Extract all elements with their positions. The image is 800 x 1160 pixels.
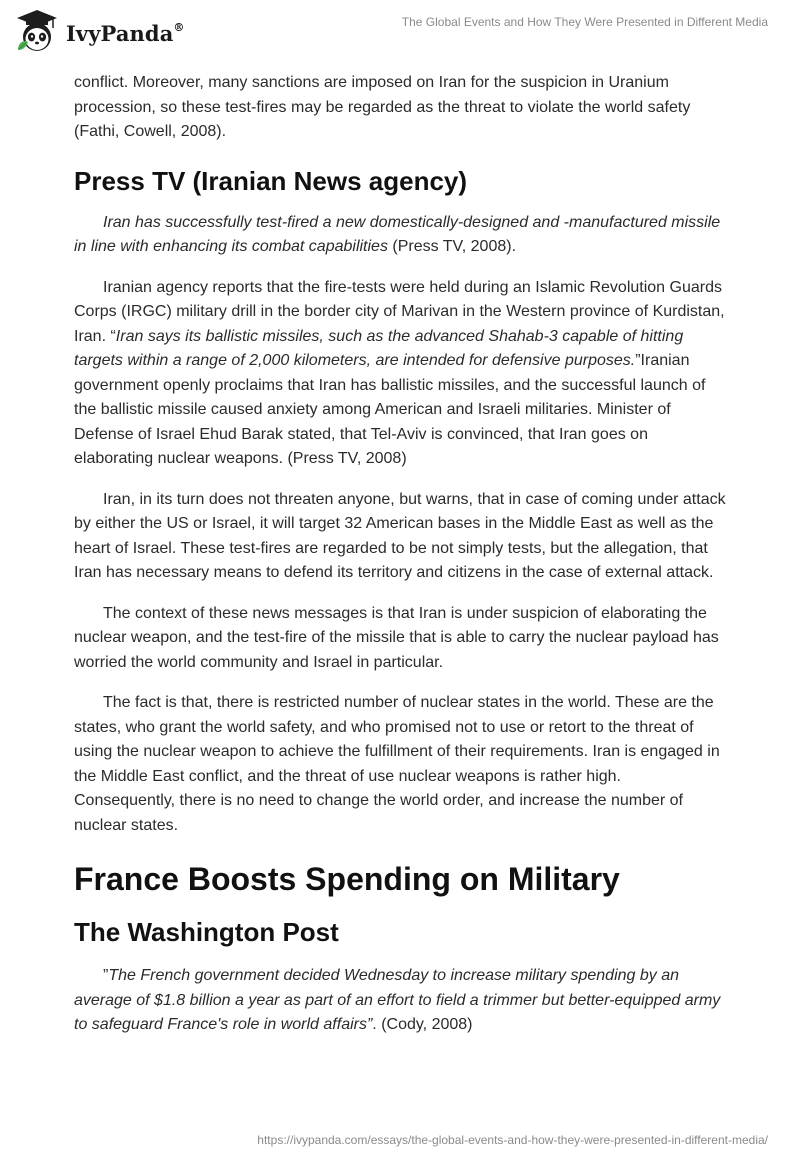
quote-text: Iran has successfully test-fired a new domestically-designed and -manufactured missile in line with enhancing its combat capabilities xyxy=(74,213,721,255)
paragraph-nuclear-states: The fact is that, there is restricted number of nuclear states in the world. These are the states, who grant the world safety, and who promised not to use or retort to the threat of using the nuclear weapon to achieve the fulfillment of their requirements. Iran is engaged in the Middle East conflict, and the threat of use nuclear weapons is rather high. Consequently, there is no need to change the world order, and increase the number of nuclear states. xyxy=(74,694,720,834)
paragraph-washington-post-quote: ”The French government decided Wednesday to increase military spending by an average of $1.8 billion a year as part of an effort to field a trimmer but better-equipped army to safeguard France's role in world affairs”. (Cody, 2008) xyxy=(74,967,721,1033)
source-url[interactable]: https://ivypanda.com/essays/the-global-events-and-how-they-were-presented-in-different-media/ xyxy=(257,1133,768,1147)
citation: . (Cody, 2008) xyxy=(372,1016,473,1033)
heading-washington-post: The Washington Post xyxy=(74,917,339,947)
paragraph-context: The context of these news messages is that Iran is under suspicion of elaborating the nuclear weapon, and the test-fire of the missile that is able to carry the nuclear payload has worried the world community and Israel in particular. xyxy=(74,604,719,671)
quote-text: The French government decided Wednesday to increase military spending by an average of $1.8 billion a year as part of an effort to field a trimmer but better-equipped army to safeguard France's role in world affairs” xyxy=(74,967,721,1033)
brand-name: IvyPanda® xyxy=(66,20,185,46)
paragraph-iran-warns: Iran, in its turn does not threaten anyone, but warns, that in case of coming under attack by either the US or Israel, it will target 32 American bases in the Middle East as well as the heart of Israel. These test-fires are regarded to be not simply tests, but the allegation, that Iran has necessary means to defend its territory and citizens in the case of external attack. xyxy=(74,490,726,581)
document-title: The Global Events and How They Were Presented in Different Media xyxy=(401,15,768,29)
heading-press-tv: Press TV (Iranian News agency) xyxy=(74,165,468,196)
paragraph-press-tv-quote xyxy=(74,211,726,260)
heading-france-military: France Boosts Spending on Military xyxy=(74,861,620,897)
paragraph-intro: conflict. Moreover, many sanctions are imposed on Iran for the suspicion in Uranium procession, so these test-fires may be regarded as the threat to violate the world safety (Fathi, Cowell, 2008). xyxy=(74,74,691,140)
paragraph-iranian-agency: Iranian agency reports that the fire-tests were held during an Islamic Revolution Guards Corps (IRGC) military drill in the border city of Marivan in the Western province of Kurdistan, Iran. “Iran says its ballistic missiles, such as the advanced Shahab-3 capable of hitting targets within a range of 2,000 kilometers, are intended for defensive purposes.”Iranian government openly proclaims that Iran has ballistic missiles, and the successful launch of the ballistic missile caused anxiety among American and Israeli militaries. Minister of Defense of Israel Ehud Barak stated, that Tel-Aviv is convinced, that Iran goes on elaborating nuclear weapons. (Press TV, 2008) xyxy=(74,278,725,467)
page-header xyxy=(0,0,800,66)
article-body xyxy=(74,71,726,1054)
panda-graduate-icon xyxy=(14,8,60,54)
citation: (Press TV, 2008). xyxy=(387,238,517,255)
quote-text: Iran says its ballistic missiles, such as the advanced Shahab-3 capable of hitting targets within a range of 2,000 kilometers, are intended for defensive purposes. xyxy=(74,327,684,369)
ivypanda-logo[interactable] xyxy=(14,8,185,54)
